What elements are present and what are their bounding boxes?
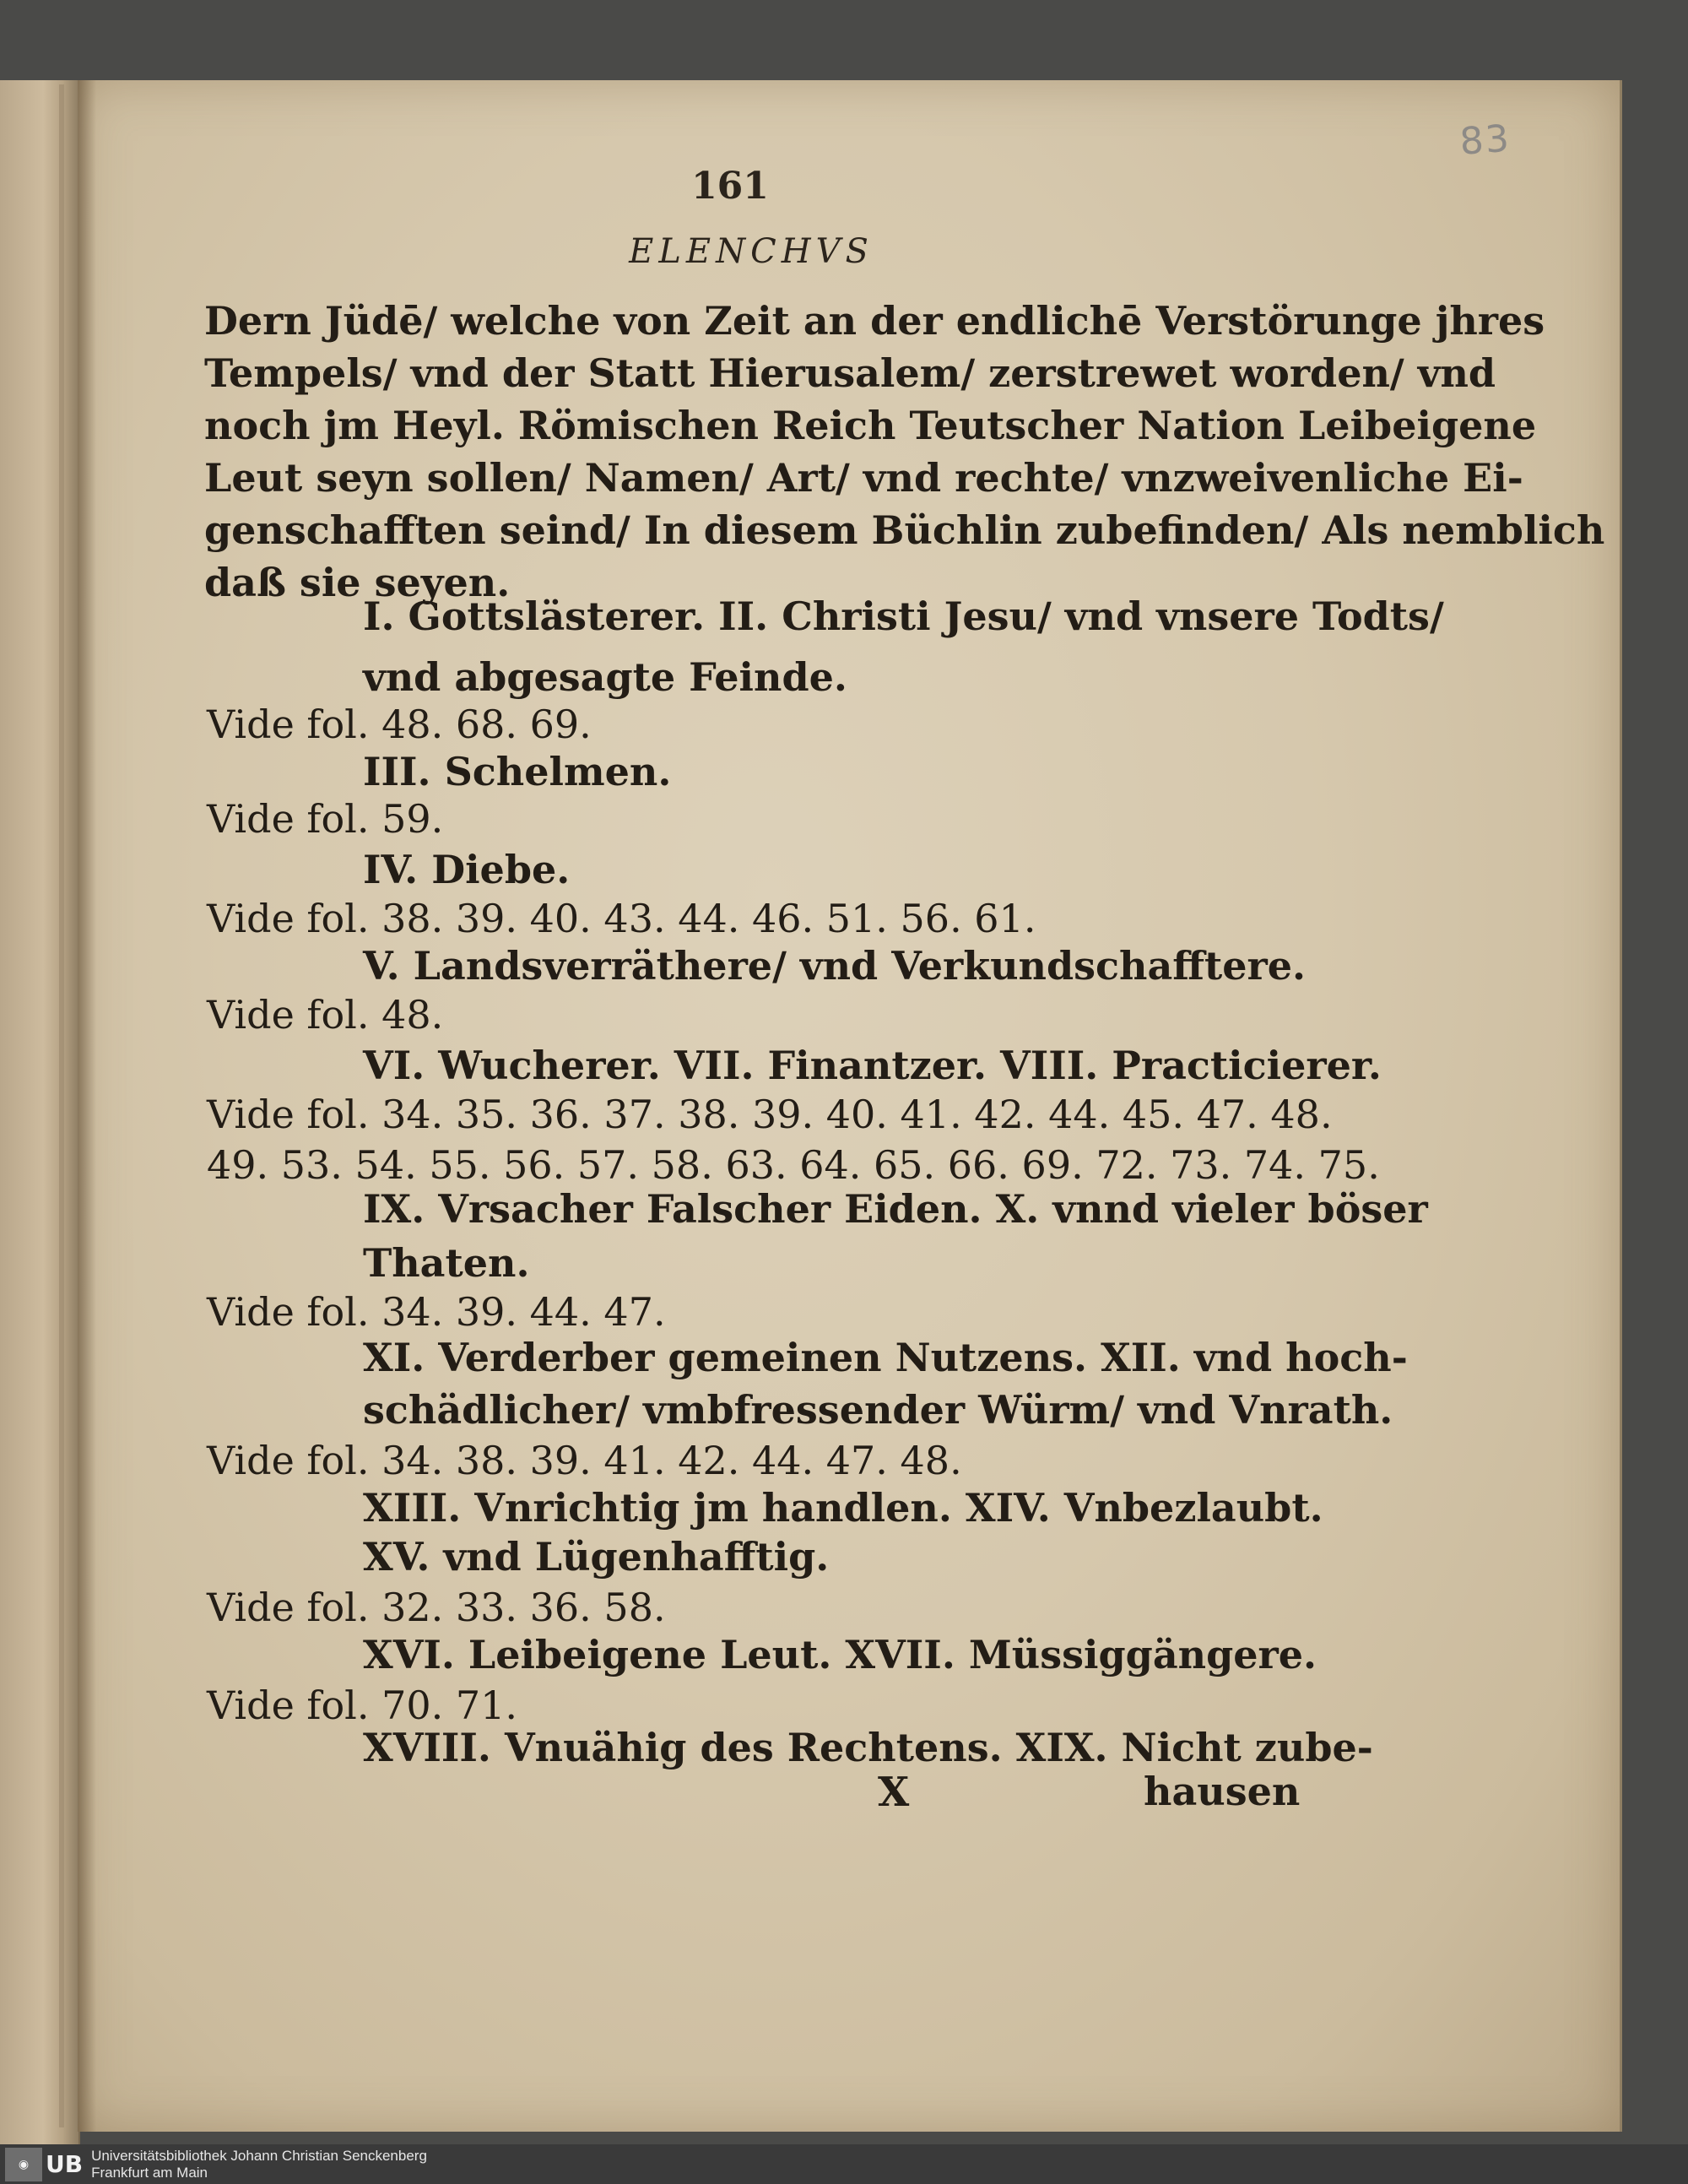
vide-reference: Vide fol. 48. bbox=[207, 992, 444, 1038]
library-name bbox=[91, 2148, 427, 2181]
entry-heading: XIII. Vnrichtig jm handlen. XIV. Vnbezlaubt. bbox=[363, 1485, 1323, 1531]
library-logo-letters: UB bbox=[46, 2150, 84, 2178]
folio-mark: 83 bbox=[1458, 117, 1512, 164]
entry-heading: schädlicher/ vmbfressender Würm/ vnd Vnrath. bbox=[363, 1387, 1393, 1433]
entry-heading: XVIII. Vnuähig des Rechtens. XIX. Nicht zube- bbox=[363, 1725, 1373, 1770]
facing-page-fold bbox=[59, 84, 64, 2127]
intro-line: noch jm Heyl. Römischen Reich Teutscher Nation Leibeigene bbox=[204, 403, 1537, 448]
library-name-line1: Universitätsbibliothek Johann Christian Senckenberg bbox=[91, 2147, 427, 2164]
entry-heading: I. Gottslästerer. II. Christi Jesu/ vnd vnsere Todts/ bbox=[363, 593, 1444, 639]
signature-mark: X bbox=[878, 1769, 910, 1816]
library-logo bbox=[0, 2144, 91, 2184]
entry-heading: V. Landsverräthere/ vnd Verkundschafftere. bbox=[363, 943, 1307, 989]
running-title: ELENCHVS bbox=[629, 232, 874, 271]
intro-line: daß sie seyen. bbox=[204, 560, 511, 605]
entry-heading: vnd abgesagte Feinde. bbox=[363, 654, 847, 700]
catchword: hausen bbox=[1144, 1769, 1301, 1814]
entry-heading: XI. Verderber gemeinen Nutzens. XII. vnd hoch- bbox=[363, 1335, 1408, 1380]
entry-heading: XV. vnd Lügenhafftig. bbox=[363, 1534, 830, 1580]
vide-reference: Vide fol. 34. 39. 44. 47. bbox=[207, 1289, 666, 1335]
page-gutter-shadow bbox=[78, 80, 96, 2132]
vide-reference: Vide fol. 34. 38. 39. 41. 42. 44. 47. 48. bbox=[207, 1438, 962, 1483]
library-name-line2: Frankfurt am Main bbox=[91, 2164, 208, 2181]
intro-line: genschafften seind/ In diesem Büchlin zubefinden/ Als nemblich bbox=[204, 507, 1605, 553]
page-number: 161 bbox=[691, 165, 769, 208]
library-footer bbox=[0, 2144, 1688, 2184]
entry-heading: IX. Vrsacher Falscher Eiden. X. vnnd vieler böser bbox=[363, 1186, 1428, 1232]
vide-reference: Vide fol. 32. 33. 36. 58. bbox=[207, 1585, 666, 1630]
library-crest-icon: ◉ bbox=[5, 2148, 42, 2181]
intro-line: Dern Jüdē/ welche von Zeit an der endlichē Verstörunge jhres bbox=[204, 298, 1545, 344]
vide-reference: Vide fol. 38. 39. 40. 43. 44. 46. 51. 56. 61. bbox=[207, 896, 1036, 941]
vide-reference: Vide fol. 59. bbox=[207, 796, 444, 842]
vide-reference: 49. 53. 54. 55. 56. 57. 58. 63. 64. 65. 66. 69. 72. 73. 74. 75. bbox=[207, 1142, 1380, 1188]
entry-heading: III. Schelmen. bbox=[363, 749, 672, 794]
entry-heading: VI. Wucherer. VII. Finantzer. VIII. Practicierer. bbox=[363, 1043, 1382, 1088]
intro-line: Tempels/ vnd der Statt Hierusalem/ zerstrewet worden/ vnd bbox=[204, 350, 1496, 396]
entry-heading: IV. Diebe. bbox=[363, 847, 571, 892]
entry-heading: Thaten. bbox=[363, 1240, 530, 1286]
intro-line: Leut seyn sollen/ Namen/ Art/ vnd rechte/ vnzweivenliche Ei- bbox=[204, 455, 1523, 501]
entry-heading: XVI. Leibeigene Leut. XVII. Müssiggängere. bbox=[363, 1632, 1317, 1677]
vide-reference: Vide fol. 70. 71. bbox=[207, 1683, 518, 1728]
vide-reference: Vide fol. 34. 35. 36. 37. 38. 39. 40. 41. 42. 44. 45. 47. 48. bbox=[207, 1092, 1333, 1137]
facing-page-edge bbox=[0, 80, 80, 2157]
vide-reference: Vide fol. 48. 68. 69. bbox=[207, 702, 592, 747]
